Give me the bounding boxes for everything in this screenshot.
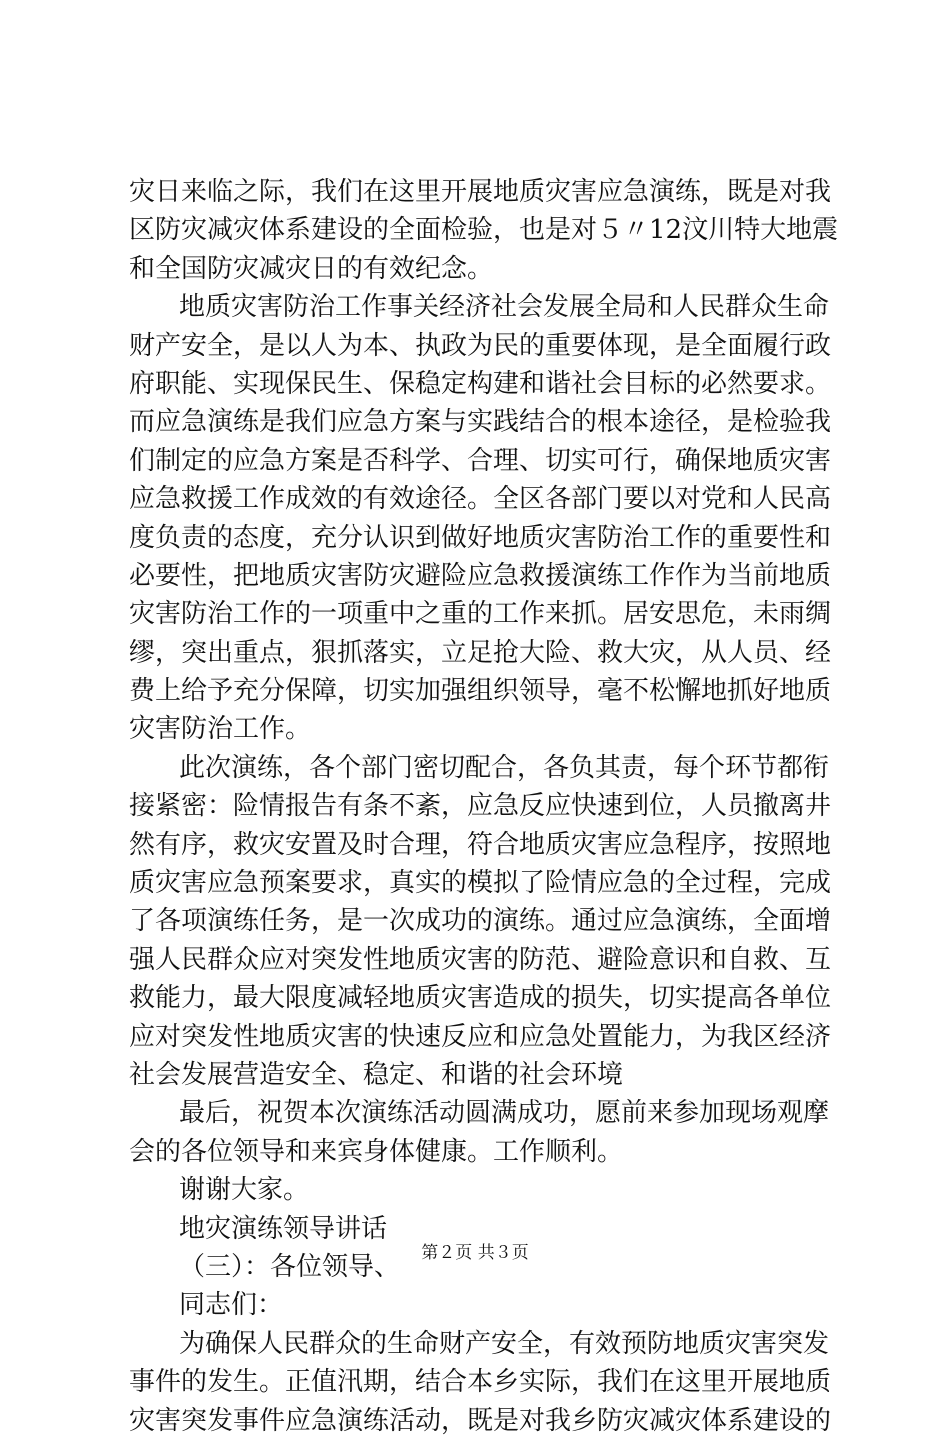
text-line: 灾日来临之际，我们在这里开展地质灾害应急演练，既是对我: [129, 177, 832, 207]
text-line: 地灾演练领导讲话: [179, 1213, 388, 1244]
text-line: 接紧密：险情报告有条不紊，应急反应快速到位，人员撤离井: [129, 791, 832, 822]
text-line: 此次演练，各个部门密切配合，各负其责，每个环节都衔: [179, 752, 830, 783]
text-line: 地质灾害防治工作事关经济社会发展全局和人民群众生命: [179, 292, 830, 323]
text-line: 灾害防治工作的一项重中之重的工作来抓。居安思危，未雨绸: [129, 599, 832, 630]
page-footer: 第２页 共３页: [421, 1243, 529, 1263]
text-line: 们制定的应急方案是否科学、合理、切实可行，确保地质灾害: [129, 445, 832, 476]
text-line: 为确保人民群众的生命财产安全，有效预防地质灾害突发: [179, 1328, 830, 1359]
text-line: 同志们：: [179, 1290, 284, 1321]
text-line: 必要性，把地质灾害防灾避险应急救援演练工作作为当前地质: [129, 560, 832, 591]
text-line: 救能力，最大限度减轻地质灾害造成的损失，切实提高各单位: [129, 983, 832, 1014]
text-line: 社会发展营造安全、稳定、和谐的社会环境: [129, 1059, 624, 1090]
text-line: 谢谢大家。: [179, 1175, 310, 1206]
text-line: 灾害防治工作。: [129, 714, 312, 745]
text-line: 而应急演练是我们应急方案与实践结合的根本途径，是检验我: [129, 407, 832, 438]
text-line: 费上给予充分保障，切实加强组织领导，毫不松懈地抓好地质: [129, 676, 832, 707]
text-line: （三）：各位领导、: [179, 1251, 401, 1282]
text-line: 然有序，救灾安置及时合理，符合地质灾害应急程序，按照地: [129, 829, 832, 860]
text-line: 质灾害应急预案要求，真实的模拟了险情应急的全过程，完成: [129, 868, 832, 899]
text-line: 会的各位领导和来宾身体健康。工作顺利。: [129, 1136, 624, 1167]
text-line: 灾害突发事件应急演练活动，既是对我乡防灾减灾体系建设的: [129, 1405, 832, 1436]
text-line: 度负责的态度，充分认识到做好地质灾害防治工作的重要性和: [129, 522, 832, 553]
text-line: 最后，祝贺本次演练活动圆满成功，愿前来参加现场观摩: [179, 1098, 830, 1129]
text-line: 缪，突出重点，狠抓落实，立足抢大险、救大灾，从人员、经: [129, 637, 832, 668]
text-line: 了各项演练任务，是一次成功的演练。通过应急演练，全面增: [129, 906, 832, 937]
text-line: 财产安全，是以人为本、执政为民的重要体现，是全面履行政: [129, 330, 832, 361]
text-line: 事件的发生。正值汛期，结合本乡实际，我们在这里开展地质: [129, 1367, 832, 1398]
text-line: 和全国防灾减灾日的有效纪念。: [129, 253, 494, 284]
text-line: 府职能、实现保民生、保稳定构建和谐社会目标的必然要求。: [129, 368, 832, 399]
text-line: 应急救援工作成效的有效途径。全区各部门要以对党和人民高: [129, 484, 832, 515]
text-line: 区防灾减灾体系建设的全面检验，也是对５〃12汶川特大地震: [129, 215, 839, 246]
text-line: 强人民群众应对突发性地质灾害的防范、避险意识和自救、互: [129, 944, 832, 975]
text-line: 应对突发性地质灾害的快速反应和应急处置能力，为我区经济: [129, 1021, 832, 1052]
